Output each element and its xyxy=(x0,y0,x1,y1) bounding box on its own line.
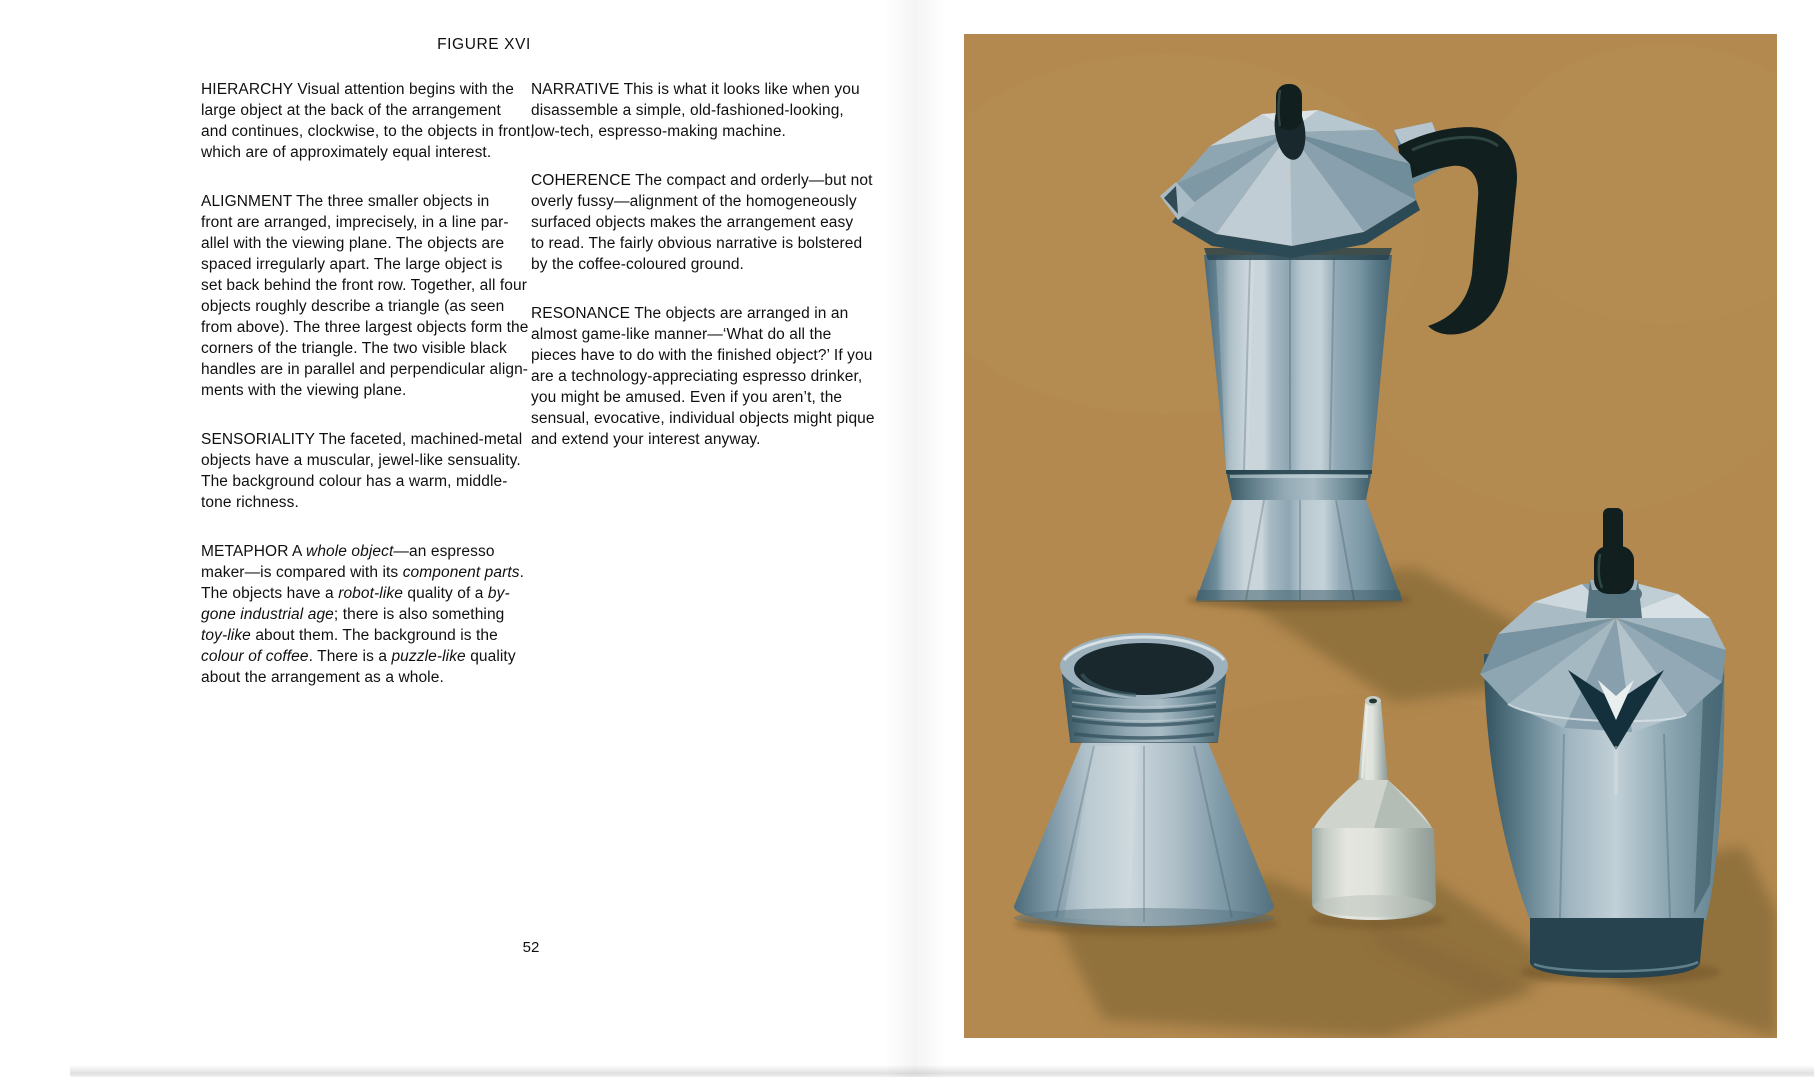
paragraph-coherence xyxy=(531,170,879,275)
text-line: spaced irregularly apart. The large object is xyxy=(201,256,503,273)
text-line: sensual, evocative, individual objects might pique xyxy=(531,410,875,427)
text-line: set back behind the front row. Together, all four xyxy=(201,277,528,294)
text-line: maker—is compared with its component parts. xyxy=(201,564,525,581)
text-line: gone industrial age; there is also something xyxy=(201,606,505,623)
text-line: to read. The fairly obvious narrative is bolstered xyxy=(531,235,863,252)
text-line: surfaced objects makes the arrangement easy xyxy=(531,214,854,231)
text-line: SENSORIALITY The faceted, machined-metal xyxy=(201,431,523,448)
text-line: The objects have a robot-like quality of a by- xyxy=(201,585,510,602)
paragraph-hierarchy xyxy=(201,79,541,163)
paragraph-resonance xyxy=(531,303,879,450)
text-line: disassemble a simple, old-fashioned-looking, xyxy=(531,102,844,119)
text-line: The background colour has a warm, middle- xyxy=(201,473,508,490)
text-line: and extend your interest anyway. xyxy=(531,431,761,448)
text-line: NARRATIVE This is what it looks like when you xyxy=(531,81,860,98)
funnel-spout-hole xyxy=(1369,699,1377,704)
text-line: tone richness. xyxy=(201,494,299,511)
paragraph-alignment xyxy=(201,191,541,401)
text-line: colour of coffee. There is a puzzle-like quality xyxy=(201,648,516,665)
text-line: are a technology-appreciating espresso drinker, xyxy=(531,368,863,385)
text-line: HIERARCHY Visual attention begins with the xyxy=(201,81,514,98)
text-line: by the coffee-coloured ground. xyxy=(531,256,744,273)
text-column-right xyxy=(531,79,879,478)
text-line: from above). The three largest objects form the xyxy=(201,319,529,336)
page-number: 52 xyxy=(522,939,540,956)
text-line: low-tech, espresso-making machine. xyxy=(531,123,786,140)
text-line: pieces have to do with the finished object?’ If you xyxy=(531,347,873,364)
page-gutter xyxy=(884,0,946,1077)
text-line: handles are in parallel and perpendicular align- xyxy=(201,361,529,378)
text-line: about the arrangement as a whole. xyxy=(201,669,444,686)
text-line: METAPHOR A whole object—an espresso xyxy=(201,543,495,560)
text-line: almost game-like manner—‘What do all the xyxy=(531,326,832,343)
text-line: large object at the back of the arrangement xyxy=(201,102,501,119)
text-line: and continues, clockwise, to the objects in front, xyxy=(201,123,535,140)
text-line: objects have a muscular, jewel-like sensuality. xyxy=(201,452,521,469)
text-column-left xyxy=(201,79,541,716)
text-line: which are of approximately equal interest. xyxy=(201,144,492,161)
text-line: you might be amused. Even if you aren’t, the xyxy=(531,389,843,406)
paragraph-metaphor xyxy=(201,541,541,688)
figure-label: FIGURE XVI xyxy=(437,36,531,53)
text-line: ALIGNMENT The three smaller objects in xyxy=(201,193,490,210)
paragraph-narrative xyxy=(531,79,879,142)
book-edge xyxy=(70,1065,1814,1077)
text-line: allel with the viewing plane. The objects are xyxy=(201,235,505,252)
text-line: COHERENCE The compact and orderly—but not xyxy=(531,172,873,189)
text-line: objects roughly describe a triangle (as seen xyxy=(201,298,505,315)
text-line: front are arranged, imprecisely, in a line par- xyxy=(201,214,509,231)
text-line: ments with the viewing plane. xyxy=(201,382,407,399)
text-line: toy-like about them. The background is the xyxy=(201,627,498,644)
text-line: corners of the triangle. The two visible black xyxy=(201,340,507,357)
text-line: RESONANCE The objects are arranged in an xyxy=(531,305,849,322)
text-line: overly fussy—alignment of the homogeneously xyxy=(531,193,857,210)
paragraph-sensoriality xyxy=(201,429,541,513)
right-page xyxy=(964,34,1777,1038)
painting-espresso-still-life xyxy=(964,34,1777,1038)
